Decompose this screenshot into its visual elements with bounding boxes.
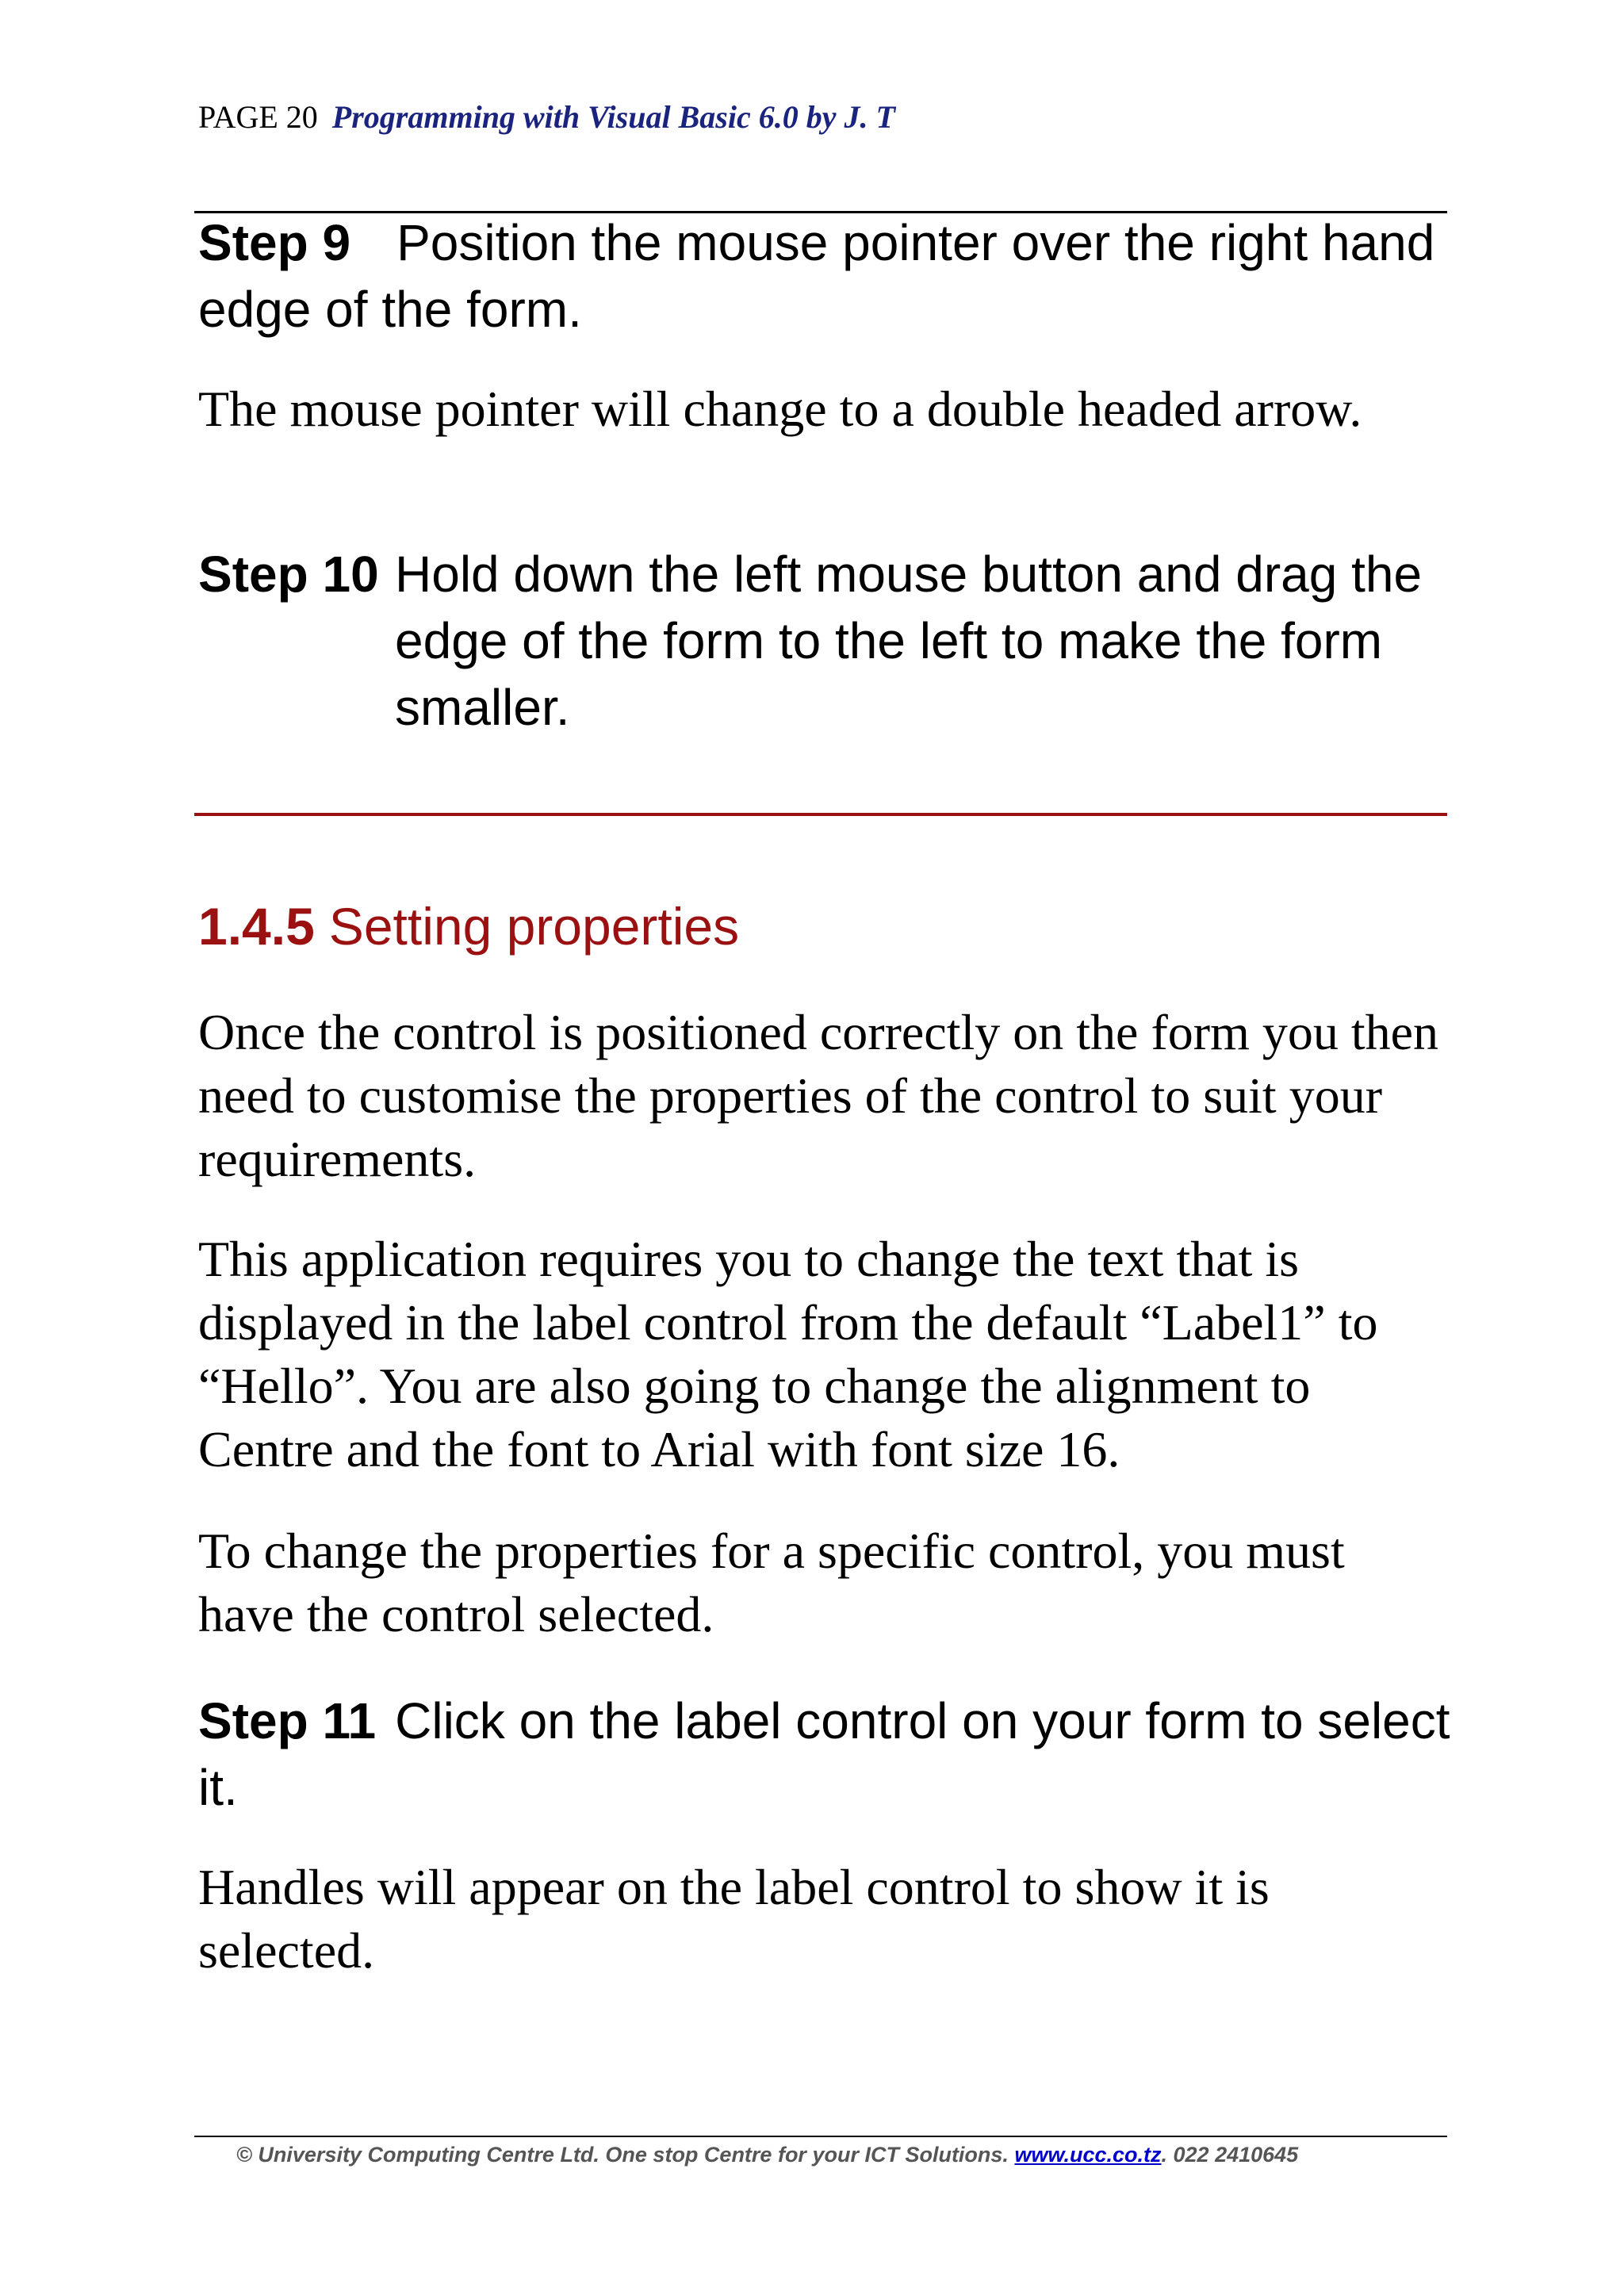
step-10-text: Hold down the left mouse button and drag the edge of the form to the left to make the form smaller. bbox=[395, 546, 1423, 736]
footer-website-link[interactable]: www.ucc.co.tz bbox=[1014, 2143, 1162, 2167]
section-heading bbox=[198, 896, 739, 956]
step-9-text: Position the mouse pointer over the right hand edge of the form. bbox=[198, 214, 1435, 338]
page-number: PAGE 20 bbox=[198, 99, 318, 135]
section-title: Setting properties bbox=[328, 897, 740, 956]
section-divider bbox=[194, 813, 1447, 816]
step-11-text: Click on the label control on your form to select it. bbox=[198, 1692, 1450, 1816]
page-header bbox=[198, 98, 895, 136]
step-10 bbox=[198, 541, 1451, 741]
book-title: Programming with Visual Basic 6.0 by J. T bbox=[331, 99, 895, 135]
section-number: 1.4.5 bbox=[198, 897, 315, 956]
step-11 bbox=[198, 1688, 1451, 1821]
step-9 bbox=[198, 209, 1451, 343]
paragraph-2: Once the control is positioned correctly on the form you then need to customise the properties of the control to suit your requirements. bbox=[198, 1004, 1439, 1187]
footer-copyright: © University Computing Centre Ltd. One stop Centre for your ICT Solutions. bbox=[236, 2143, 1009, 2167]
step-9-label: Step 9 bbox=[198, 214, 351, 271]
footer-phone: . 022 2410645 bbox=[1161, 2143, 1299, 2167]
step-10-label: Step 10 bbox=[198, 546, 379, 603]
paragraph-3: This application requires you to change the text that is displayed in the label control from the default “Label1” to “Hello”. You are also going to change the alignment to Centre and the font to Arial with font size 16. bbox=[198, 1231, 1378, 1477]
paragraph-1: The mouse pointer will change to a double headed arrow. bbox=[198, 381, 1362, 437]
paragraph-5: Handles will appear on the label control to show it is selected. bbox=[198, 1859, 1270, 1979]
paragraph-4: To change the properties for a specific control, you must have the control selected. bbox=[198, 1523, 1345, 1642]
page-footer bbox=[236, 2143, 1298, 2167]
footer-rule bbox=[194, 2136, 1447, 2137]
step-11-label: Step 11 bbox=[198, 1692, 377, 1749]
